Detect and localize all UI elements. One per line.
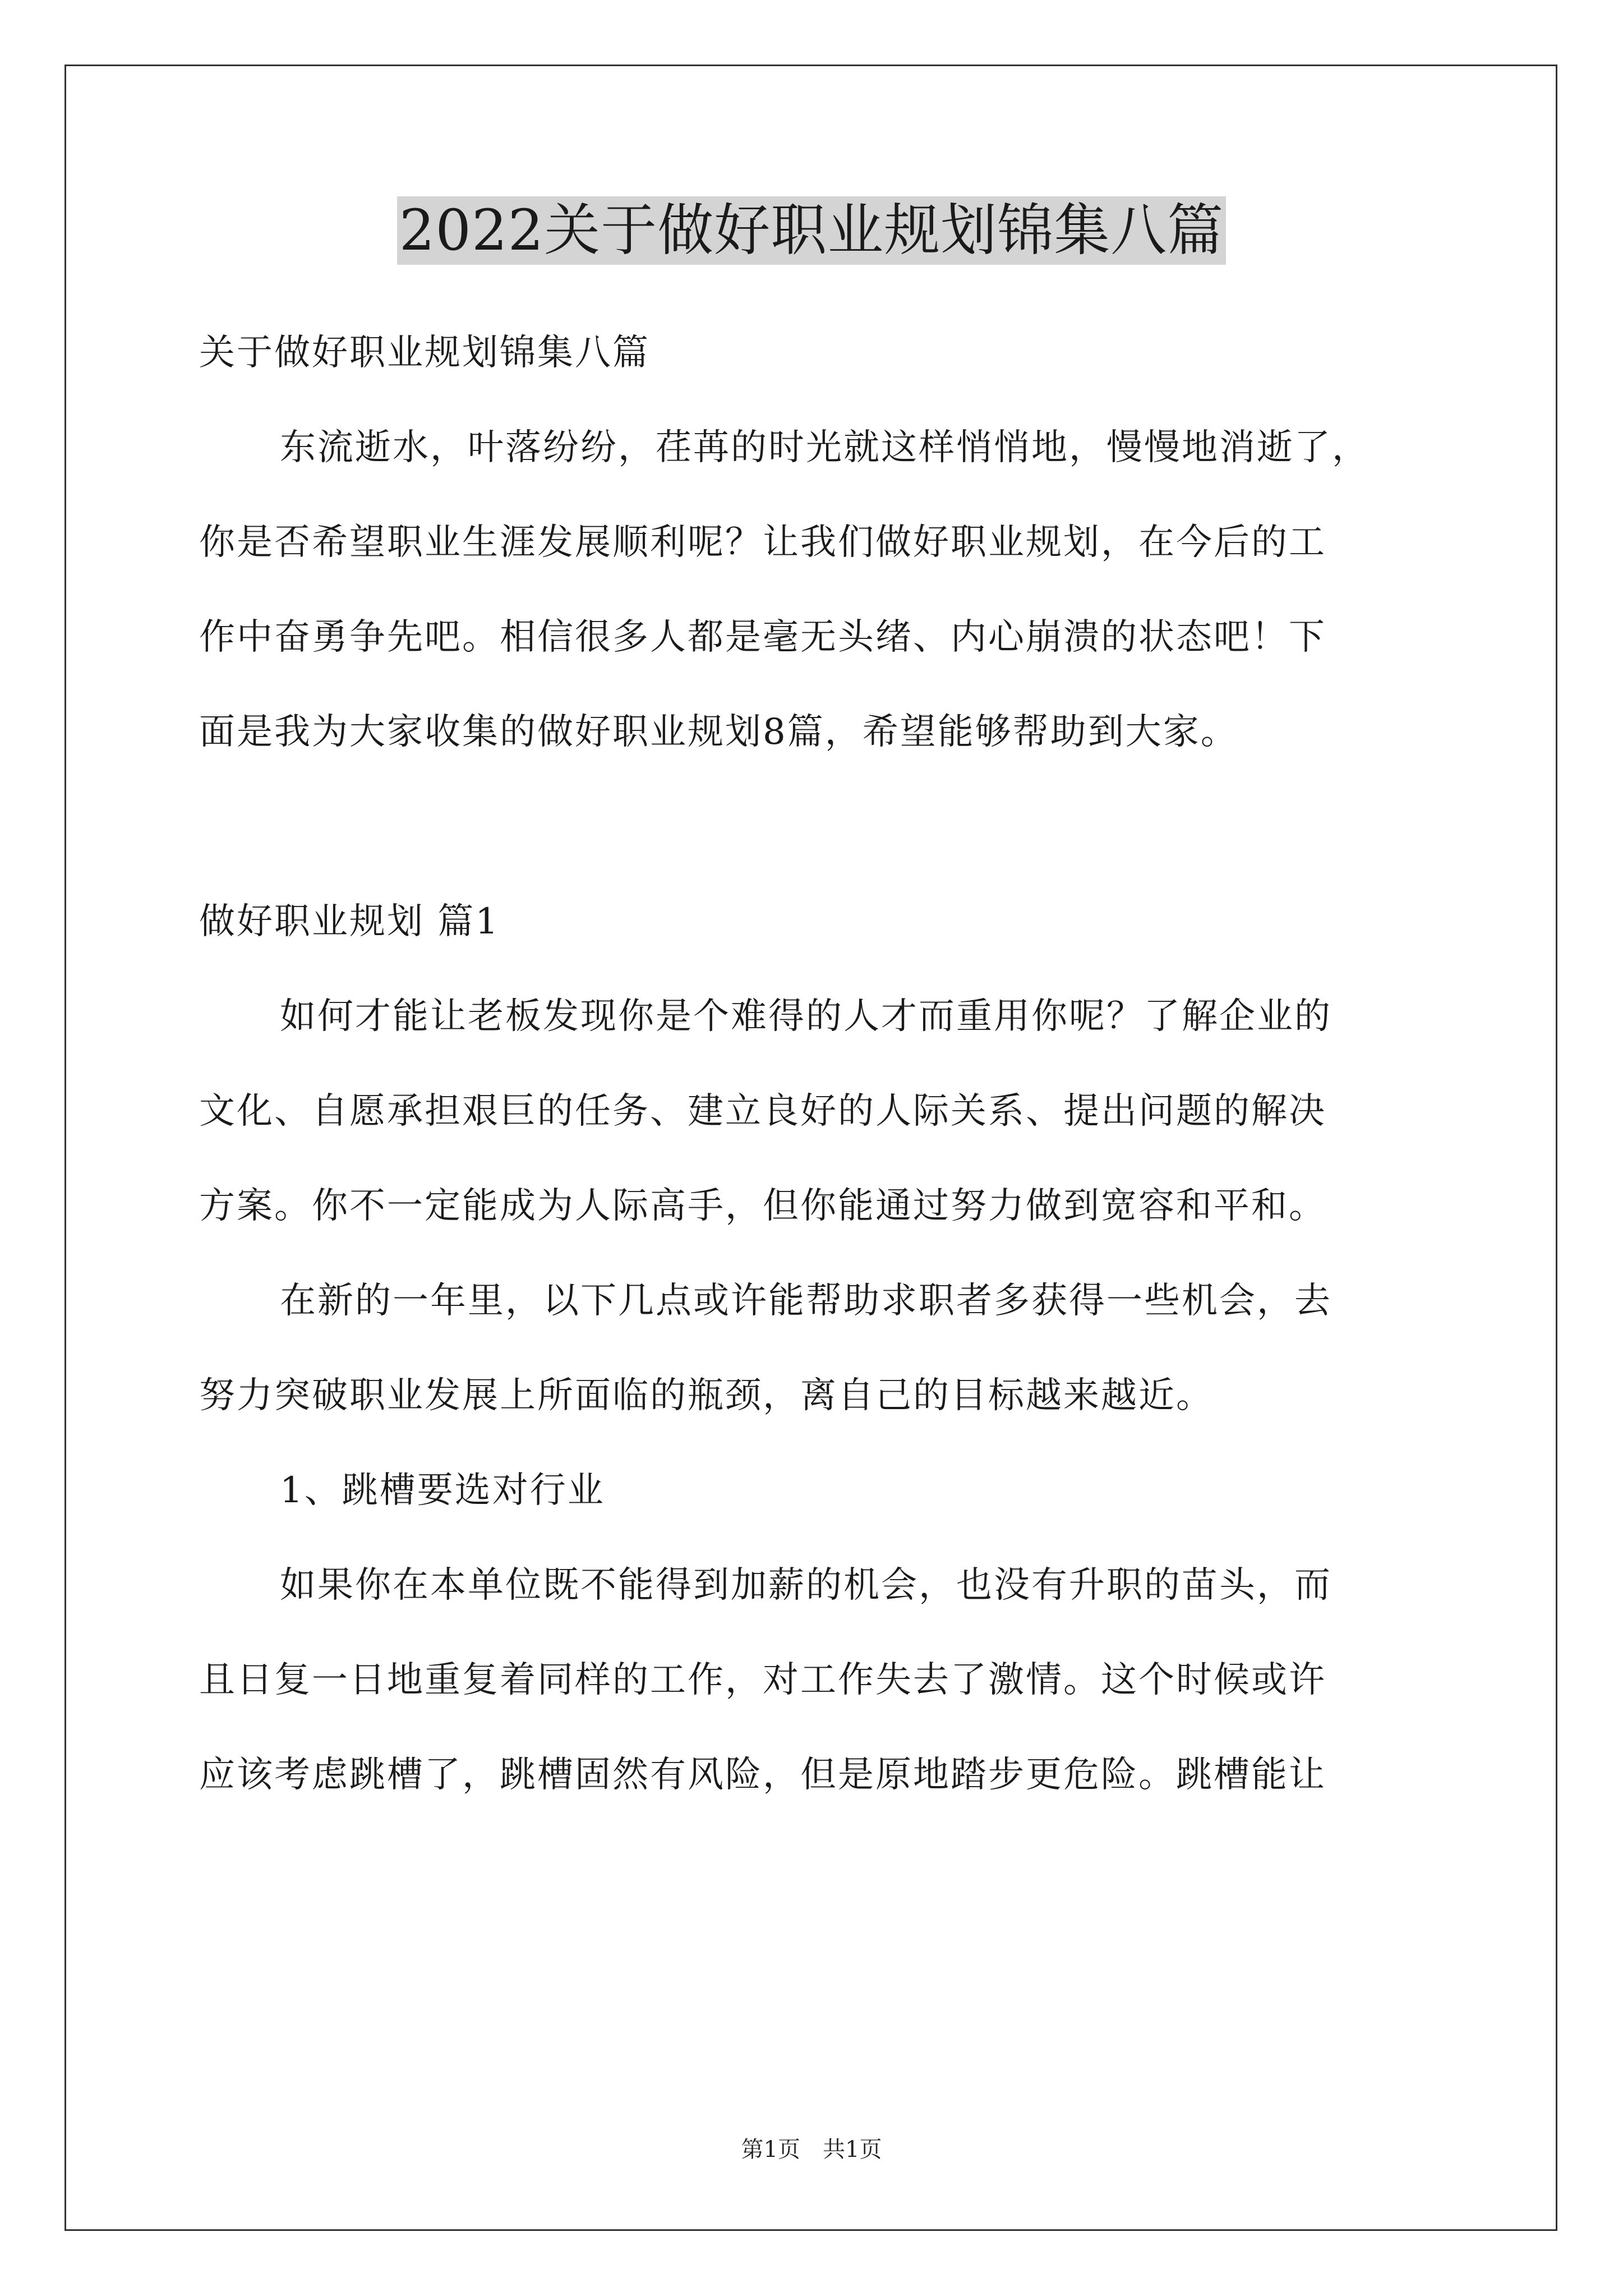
page-footer: 第1页 共1页: [741, 2137, 882, 2162]
body-paragraph-line: 且日复一日地重复着同样的工作，对工作失去了激情。这个时候或许: [199, 1659, 1326, 1701]
body-paragraph-line: 应该考虑跳槽了，跳槽固然有风险，但是原地踏步更危险。跳槽能让: [199, 1754, 1326, 1796]
body-paragraph-line: 方案。你不一定能成为人际高手，但你能通过努力做到宽容和平和。: [199, 1185, 1326, 1227]
intro-paragraph-line: 你是否希望职业生涯发展顺利呢？让我们做好职业规划，在今后的工: [199, 522, 1326, 563]
body-paragraph-line: 如何才能让老板发现你是个难得的人才而重用你呢？了解企业的: [280, 996, 1332, 1037]
intro-paragraph-line: 东流逝水，叶落纷纷，荏苒的时光就这样悄悄地，慢慢地消逝了，: [280, 427, 1370, 468]
section-heading: 做好职业规划 篇1: [199, 901, 500, 942]
blank-line: [199, 780, 1461, 875]
list-heading: 1、跳槽要选对行业: [280, 1470, 605, 1511]
intro-paragraph-line: 作中奋勇争先吧。相信很多人都是毫无头绪、内心崩溃的状态吧！下: [199, 616, 1326, 658]
body-paragraph-line: 如果你在本单位既不能得到加薪的机会，也没有升职的苗头，而: [280, 1565, 1332, 1606]
intro-paragraph-line: 面是我为大家收集的做好职业规划8篇，希望能够帮助到大家。: [199, 711, 1238, 753]
body-paragraph-line: 努力突破职业发展上所面临的瓶颈，离自己的目标越来越近。: [199, 1375, 1214, 1416]
document-body: [199, 306, 1461, 1823]
body-paragraph-line: 文化、自愿承担艰巨的任务、建立良好的人际关系、提出问题的解决: [199, 1091, 1326, 1132]
subtitle: 关于做好职业规划锦集八篇: [199, 332, 650, 374]
document-title-text: 2022关于做好职业规划锦集八篇: [397, 196, 1227, 265]
document-title: [0, 196, 1623, 265]
body-paragraph-line: 在新的一年里，以下几点或许能帮助求职者多获得一些机会，去: [280, 1280, 1332, 1322]
